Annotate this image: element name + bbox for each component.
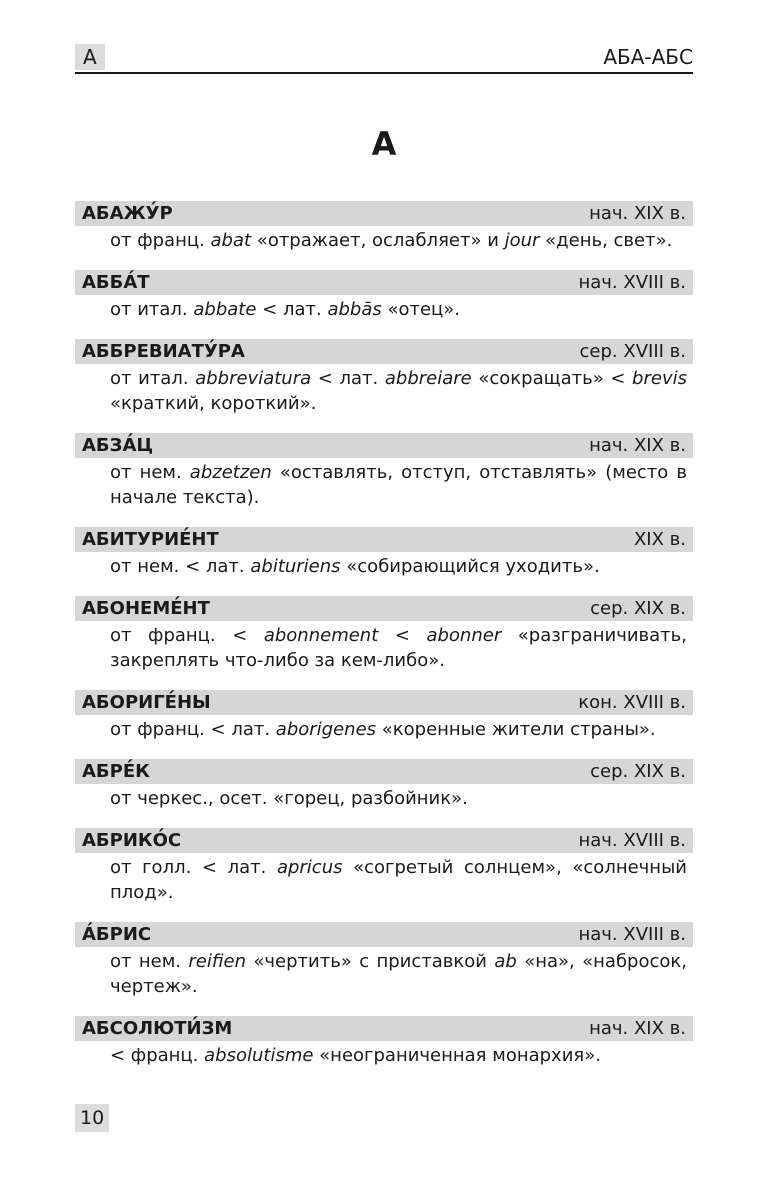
latin-term: reifien <box>188 951 246 972</box>
entry-etymology: от нем. abzetzen «оставлять, отступ, отставлять» (место в начале текста). <box>110 462 687 508</box>
latin-term: brevis <box>632 368 687 389</box>
entry-word: АБСОЛЮТИ́ЗМ <box>82 1018 233 1039</box>
entry-word: АБРЕ́К <box>82 761 150 782</box>
entry-etymology: от итал. abbreviatura < лат. abbreiare «сокращать» < brevis «краткий, короткий». <box>110 368 687 414</box>
entry-header <box>75 596 693 621</box>
section-letter: А <box>371 125 397 163</box>
latin-term: abituriens <box>250 556 341 577</box>
dictionary-entry <box>75 690 693 742</box>
entry-date: нач. XIX в. <box>589 435 686 456</box>
entry-etymology: от франц. < лат. aborigenes «коренные жители страны». <box>110 719 656 740</box>
dictionary-entry <box>75 922 693 999</box>
latin-term: absolutisme <box>204 1045 314 1066</box>
running-head-letter: А <box>75 44 105 70</box>
latin-term: abbate <box>193 299 257 320</box>
entry-word: АБОНЕМЕ́НТ <box>82 598 210 619</box>
entry-word: А́БРИС <box>82 924 152 945</box>
latin-term: abbreviatura <box>195 368 312 389</box>
entry-date: сер. XVIII в. <box>579 341 686 362</box>
entry-word: АБРИКО́С <box>82 830 182 851</box>
entry-header <box>75 339 693 364</box>
entry-date: XIX в. <box>633 529 686 550</box>
dictionary-entry <box>75 339 693 416</box>
entry-header <box>75 759 693 784</box>
latin-term: abzetzen <box>189 462 272 483</box>
dictionary-entry <box>75 828 693 905</box>
entry-date: нач. XVIII в. <box>578 924 686 945</box>
entry-date: нач. XVIII в. <box>578 272 686 293</box>
entry-etymology: от нем. reifien «чертить» с приставкой ab «на», «набросок, чертеж». <box>110 951 687 997</box>
entry-header <box>75 690 693 715</box>
entry-word: АБИТУРИЕ́НТ <box>82 529 219 550</box>
entry-word: АББРЕВИАТУ́РА <box>82 341 245 362</box>
latin-term: abbās <box>327 299 382 320</box>
dictionary-entry <box>75 201 693 253</box>
dictionary-entry <box>75 270 693 322</box>
latin-term: ab <box>494 951 517 972</box>
running-head <box>75 42 693 74</box>
dictionary-entry <box>75 527 693 579</box>
entry-etymology: от черкес., осет. «горец, разбойник». <box>110 788 468 809</box>
latin-term: abbreiare <box>384 368 472 389</box>
dictionary-entry <box>75 1016 693 1068</box>
entry-header <box>75 828 693 853</box>
entry-etymology: от франц. < abonnement < abonner «разграничивать, закреплять что-либо за кем-либо». <box>110 625 687 671</box>
entry-date: нач. XIX в. <box>589 203 686 224</box>
dictionary-entry <box>75 759 693 811</box>
latin-term: abat <box>210 230 252 251</box>
entry-header <box>75 270 693 295</box>
entry-etymology: от нем. < лат. abituriens «собирающийся уходить». <box>110 556 600 577</box>
latin-term: aborigenes <box>275 719 377 740</box>
dictionary-entries <box>75 201 693 1085</box>
entry-word: АББА́Т <box>82 272 150 293</box>
entry-date: нач. XVIII в. <box>578 830 686 851</box>
entry-header <box>75 201 693 226</box>
entry-word: АБЗА́Ц <box>82 435 154 456</box>
entry-header <box>75 433 693 458</box>
dictionary-entry <box>75 433 693 510</box>
latin-term: jour <box>504 230 540 251</box>
latin-term: abonner <box>426 625 502 646</box>
entry-header <box>75 527 693 552</box>
latin-term: apricus <box>276 857 343 878</box>
latin-term: abonnement <box>263 625 379 646</box>
entry-header <box>75 1016 693 1041</box>
entry-date: нач. XIX в. <box>589 1018 686 1039</box>
entry-etymology: от итал. abbate < лат. abbās «отец». <box>110 299 461 320</box>
entry-header <box>75 922 693 947</box>
entry-date: сер. XIX в. <box>590 761 686 782</box>
entry-date: кон. XVIII в. <box>578 692 686 713</box>
entry-etymology: < франц. absolutisme «неограниченная монархия». <box>110 1045 601 1066</box>
dictionary-entry <box>75 596 693 673</box>
entry-date: сер. XIX в. <box>590 598 686 619</box>
entry-etymology: от франц. abat «отражает, ослабляет» и jour «день, свет». <box>110 230 673 251</box>
page-number: 10 <box>75 1104 109 1132</box>
running-head-range: АБА-АБС <box>603 45 693 69</box>
entry-word: АБАЖУ́Р <box>82 203 173 224</box>
entry-word: АБОРИГЕ́НЫ <box>82 692 211 713</box>
entry-etymology: от голл. < лат. apricus «согретый солнцем», «солнечный плод». <box>110 857 687 903</box>
